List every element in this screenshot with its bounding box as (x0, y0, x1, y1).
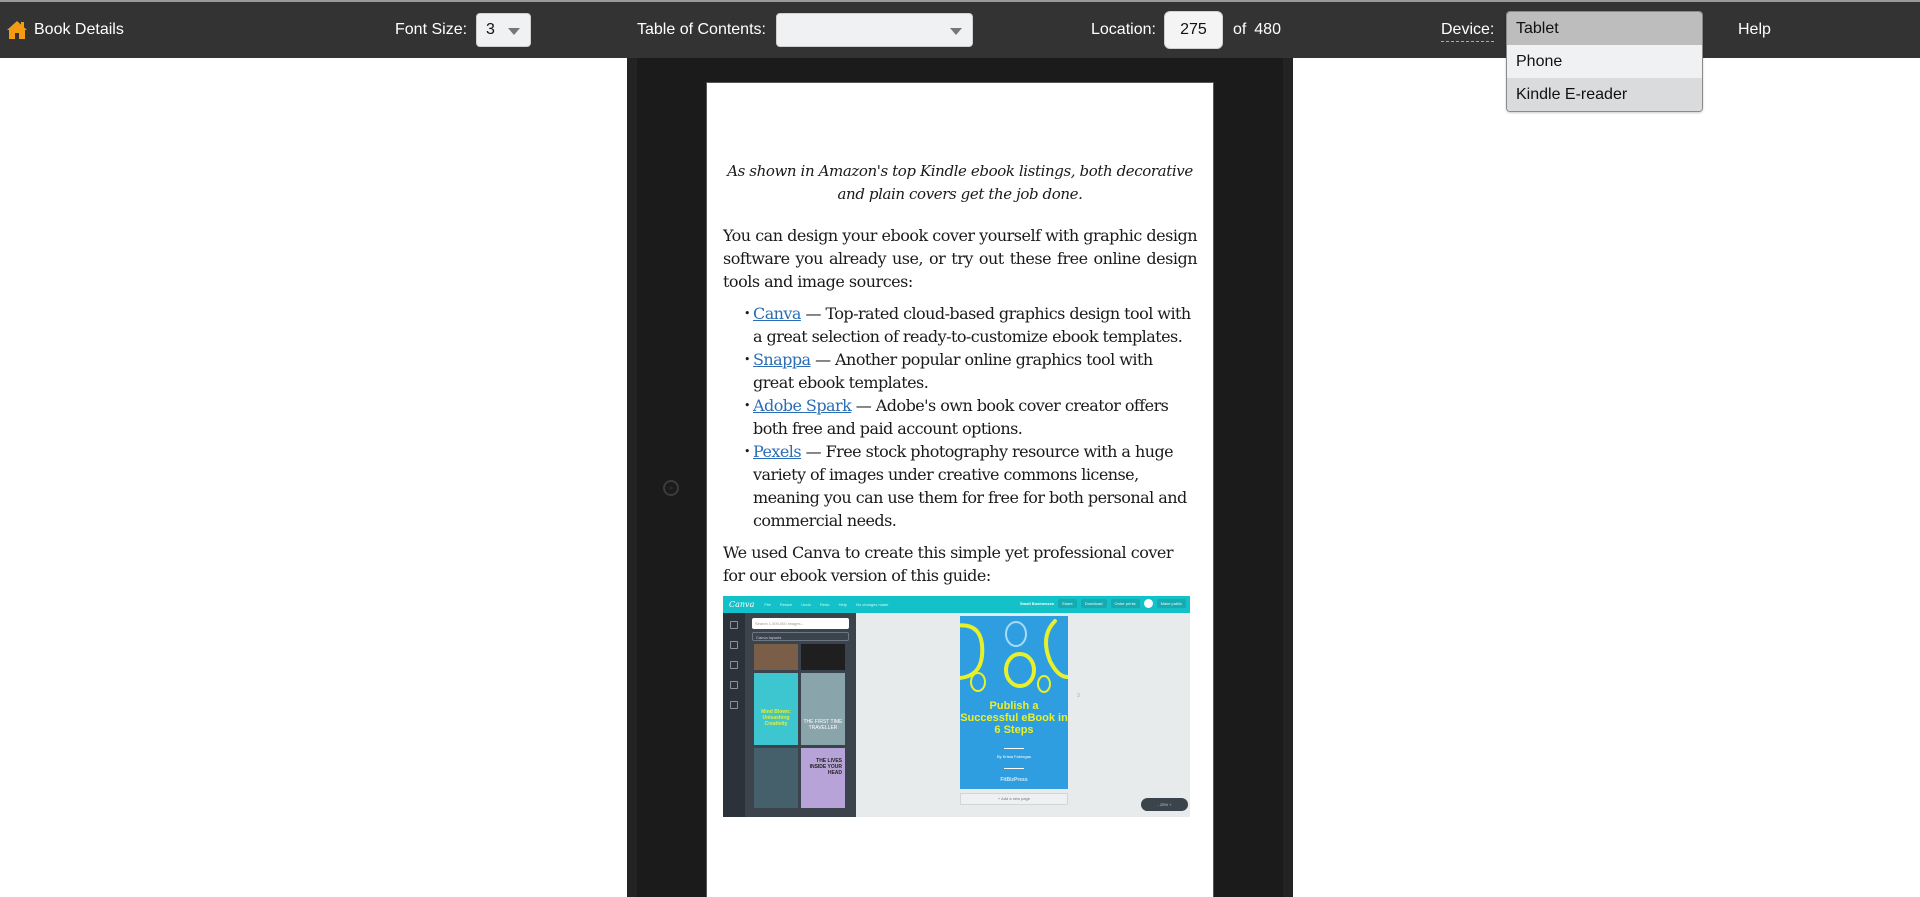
avatar (1144, 599, 1153, 608)
location-of: of (1232, 21, 1247, 38)
text-icon (730, 681, 738, 689)
canva-link-inline[interactable]: Canva (792, 543, 841, 562)
menu-item: Order prints (1111, 599, 1140, 608)
chevron-down-icon (950, 28, 962, 35)
canva-link[interactable]: Canva (753, 304, 801, 323)
toc-control (637, 2, 973, 58)
menu-item: Help (838, 602, 847, 607)
adobe-spark-link[interactable]: Adobe Spark (753, 396, 852, 415)
list-item (753, 302, 1197, 348)
list-item-text: — Another popular online graphics tool with great ebook templates. (753, 350, 1153, 392)
thumbnail: Mind Blown: Unleashing Creativity (754, 673, 798, 745)
canva-menu (764, 602, 896, 607)
template-thumbnails (754, 644, 856, 808)
menu-item: Share (1058, 599, 1077, 608)
book-page (706, 82, 1214, 897)
canva-right-menu (1020, 599, 1186, 608)
snappa-link[interactable]: Snappa (753, 350, 811, 369)
elements-icon (730, 661, 738, 669)
divider (1004, 768, 1024, 769)
camera-icon (663, 480, 679, 496)
toc-label: Table of Contents: (637, 21, 766, 38)
location-input[interactable] (1164, 11, 1223, 49)
tablet-frame (627, 58, 1293, 897)
canva-template-panel (745, 613, 856, 817)
bezel-edge (1283, 58, 1293, 897)
book-details-label: Book Details (34, 21, 124, 38)
toc-select[interactable] (776, 13, 973, 47)
device-control (1441, 2, 1494, 58)
location-label: Location: (1091, 21, 1156, 38)
list-item-text: — Adobe's own book cover creator offers both free and paid account options. (753, 396, 1169, 438)
help-label: Help (1738, 21, 1771, 38)
font-size-value: 3 (486, 21, 495, 38)
ebook-cover (960, 616, 1068, 789)
menu-item: Download (1081, 599, 1107, 608)
thumbnail: THE LIVES INSIDE YOUR HEAD (801, 748, 845, 808)
location-control (1091, 2, 1281, 58)
closing-text: We used (723, 543, 793, 562)
thumbnail (801, 644, 845, 670)
menu-item: Redo (819, 602, 830, 607)
cover-title: Publish a Successful eBook in 6 Steps (960, 700, 1068, 736)
closing-paragraph (723, 541, 1197, 587)
canva-screenshot-figure (723, 596, 1190, 817)
bezel-edge (627, 58, 637, 897)
canva-search: Search 1,000,000 images... (752, 618, 849, 629)
divider (1004, 748, 1024, 749)
list-item (753, 348, 1197, 394)
menu-item: Small Businesses (1020, 601, 1055, 606)
list-item (753, 440, 1197, 532)
tools-list (723, 302, 1197, 532)
canva-layouts-select: Canva layouts (752, 632, 849, 641)
thumbnail (754, 748, 798, 808)
font-size-select[interactable] (476, 13, 531, 47)
page-number: 3 (1077, 693, 1080, 699)
device-option-tablet[interactable]: Tablet (1507, 12, 1702, 45)
search-icon (730, 621, 738, 629)
thumbnail: THE FIRST TIME TRAVELLER (801, 673, 845, 745)
menu-item: File (764, 602, 771, 607)
intro-paragraph: You can design your ebook cover yourself with graphic design software you already use, or try out these free online design tools and image sources: (723, 226, 1197, 291)
list-item (753, 394, 1197, 440)
menu-item: No changes made (856, 602, 889, 607)
location-total: 480 (1254, 21, 1281, 38)
canva-logo: Canva (729, 600, 755, 609)
layouts-icon (730, 641, 738, 649)
device-dropdown[interactable] (1506, 11, 1703, 112)
book-details-link[interactable] (6, 2, 124, 58)
device-option-phone[interactable]: Phone (1507, 45, 1702, 78)
list-item-text: — Free stock photography resource with a huge variety of images under creative commons license, meaning you can use them for free for both personal and commercial needs. (753, 442, 1187, 530)
chevron-down-icon (508, 28, 520, 35)
device-label[interactable]: Device: (1441, 21, 1494, 42)
canva-side-rail (723, 613, 745, 817)
device-option-kindle[interactable]: Kindle E-reader (1507, 78, 1702, 111)
font-size-label: Font Size: (395, 21, 468, 38)
menu-item: Resize (779, 602, 793, 607)
closing-text: to create this simple yet professional cover for our ebook version of this guide: (723, 543, 1173, 585)
cover-publisher: FitBizPress (1000, 777, 1028, 783)
home-icon (6, 20, 28, 40)
upload-icon (730, 701, 738, 709)
lightbulb-pattern-icon (960, 616, 1068, 696)
menu-item: Make public (1157, 599, 1186, 608)
zoom-control: - 25% + (1141, 798, 1188, 811)
font-size-control (395, 2, 531, 58)
pexels-link[interactable]: Pexels (753, 442, 802, 461)
image-caption: As shown in Amazon's top Kindle ebook listings, both decorative and plain covers get the job done. (727, 162, 1193, 203)
menu-item: Undo (801, 602, 811, 607)
thumbnail (754, 644, 798, 670)
canva-topbar (723, 596, 1190, 613)
list-item-text: — Top-rated cloud-based graphics design tool with a great selection of ready-to-customize ebook templates. (753, 304, 1191, 346)
cover-author: By Krista Fabregas (996, 754, 1031, 759)
add-page-button: + Add a new page (960, 793, 1068, 805)
help-link[interactable] (1738, 2, 1771, 58)
